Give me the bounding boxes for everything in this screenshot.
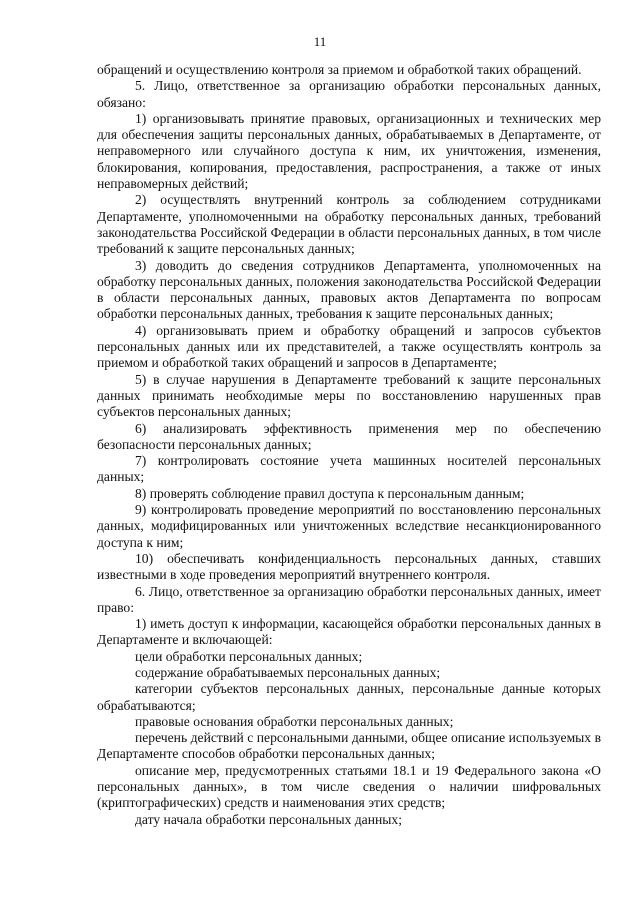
paragraph: 9) контролировать проведение мероприятий по восстановлению персональных данных, модифицированных или уничтоженных вследствие несанкционированного доступа к ним; (97, 502, 601, 550)
paragraph: 7) контролировать состояние учета машинных носителей персональных данных; (97, 453, 601, 485)
paragraph: 4) организовывать прием и обработку обращений и запросов субъектов персональных данных или их представителей, а также осуществлять контроль за приемом и обработкой таких обращений и запросов в Департаменте; (97, 322, 601, 371)
paragraph: 2) осуществлять внутренний контроль за соблюдением сотрудниками Департаменте, уполномоченными на обработку персональных данных, требований законодательства Российской Федерации в области персональных данных, в том числе требований к защите персональных данных; (97, 192, 601, 257)
paragraph: 1) иметь доступ к информации, касающейся обработки персональных данных в Департаменте и включающей: (97, 616, 601, 648)
paragraph: дату начала обработки персональных данных; (135, 811, 402, 827)
paragraph: 10) обеспечивать конфиденциальность персональных данных, ставших известными в ходе проведения мероприятий внутреннего контроля. (97, 550, 601, 583)
paragraph: 6. Лицо, ответственное за организацию обработки персональных данных, имеет право: (97, 583, 601, 615)
paragraph: перечень действий с персональными данными, общее описание используемых в Департаменте способов обработки персональных данных; (97, 730, 601, 762)
paragraph: 5) в случае нарушения в Департаменте требований к защите персональных данных принимать необходимые меры по восстановлению нарушенных прав субъектов персональных данных; (97, 371, 601, 420)
paragraph: правовые основания обработки персональных данных; (135, 713, 454, 729)
paragraph: описание мер, предусмотренных статьями 18.1 и 19 Федерального закона «О персональных данных», в том числе сведения о наличии шифровальных (криптографических) средств и наименования этих средств; (97, 762, 601, 811)
paragraph: обращений и осуществлению контроля за приемом и обработкой таких обращений. (97, 62, 582, 77)
paragraph: содержание обрабатываемых персональных данных; (135, 664, 441, 680)
paragraph: категории субъектов персональных данных, персональные данные которых обрабатываются; (97, 681, 601, 713)
paragraph: цели обработки персональных данных; (135, 648, 363, 664)
document-body (97, 62, 601, 828)
paragraph: 1) организовывать принятие правовых, организационных и технических мер для обеспечения защиты персональных данных, обрабатываемых в Департаменте, от неправомерного или случайного доступа к ним, их уничтожения, изменения, блокирования, копирования, предоставления, распространения, а также от иных неправомерных действий; (97, 110, 601, 192)
paragraph: 6) анализировать эффективность применения мер по обеспечению безопасности персональных данных; (97, 420, 601, 452)
paragraph: 5. Лицо, ответственное за организацию обработки персональных данных, обязано: (97, 78, 601, 110)
paragraph: 8) проверять соблюдение правил доступа к персональным данным; (135, 485, 525, 501)
page-number: 11 (313, 34, 327, 49)
paragraph: 3) доводить до сведения сотрудников Департамента, уполномоченных на обработку персональных данных, положения законодательства Российской Федерации в области персональных данных, правовых актов Департамента по вопросам обработки персональных данных, требования к защите персональных данных; (97, 257, 601, 322)
